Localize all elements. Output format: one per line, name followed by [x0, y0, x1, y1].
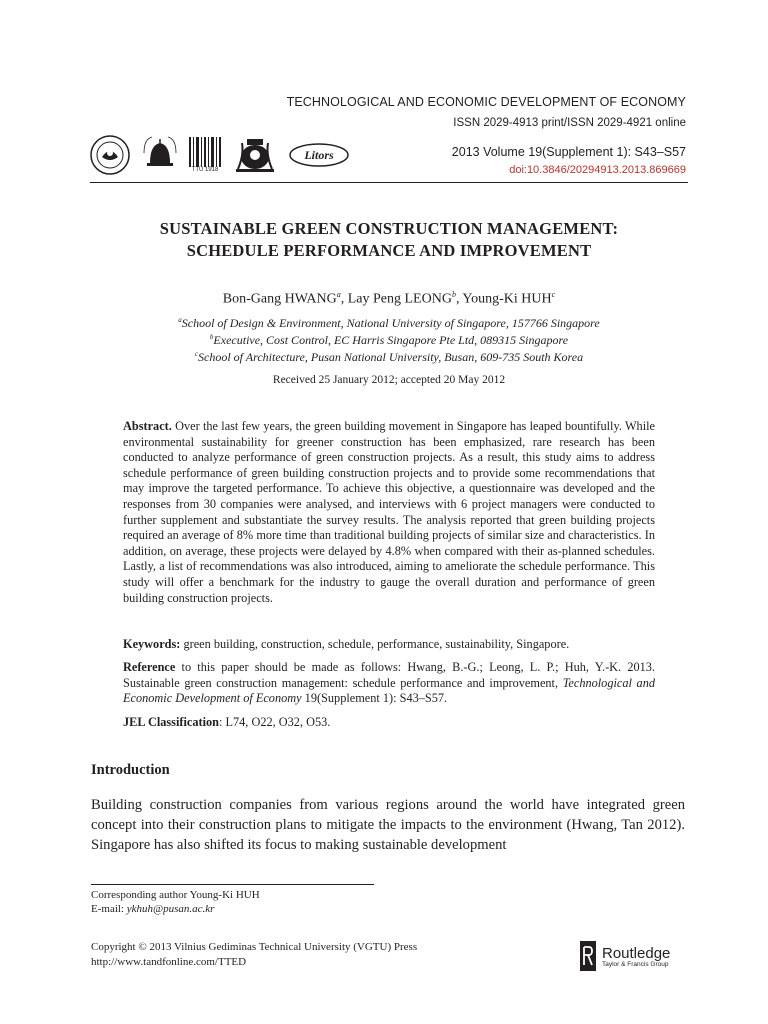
reference-journal: Technological and Economic Development of Economy: [123, 675, 655, 706]
routledge-r-icon: [580, 941, 596, 971]
header-divider: [90, 182, 688, 183]
abstract: [123, 419, 655, 606]
copyright-block: [91, 940, 417, 969]
email-label: E-mail:: [91, 903, 127, 915]
author-sup: b: [451, 290, 456, 299]
affiliation-sup: b: [209, 333, 214, 341]
author-name: Bon-Gang HWANG: [222, 291, 337, 307]
reference-label: Reference: [123, 660, 176, 674]
abstract-label: Abstract.: [123, 419, 172, 433]
jel-label: JEL Classification: [123, 715, 219, 729]
footnote: [91, 888, 260, 916]
jel-text: : L74, O22, O32, O53.: [219, 715, 331, 729]
journal-title: TECHNOLOGICAL AND ECONOMIC DEVELOPMENT OF ECONOMY: [286, 95, 686, 109]
journal-url[interactable]: http://www.tandfonline.com/TTED: [91, 955, 247, 968]
author-name: Lay Peng LEONG: [347, 291, 452, 307]
seal-logo-icon: [88, 134, 132, 176]
issn: ISSN 2029-4913 print/ISSN 2029-4921 online: [453, 117, 686, 129]
author-sup: c: [551, 290, 556, 299]
jel-classification: [123, 715, 655, 731]
affiliation-text: Executive, Cost Control, EC Harris Singapore Pte Ltd, 089315 Singapore: [213, 333, 569, 347]
author-list: [90, 290, 688, 308]
keywords-label: Keywords:: [123, 637, 181, 651]
volume-info: 2013 Volume 19(Supplement 1): S43–S57: [451, 145, 686, 159]
affiliation-text: School of Architecture, Pusan National University, Busan, 609-735 South Korea: [198, 350, 584, 364]
routledge-logo: [580, 940, 690, 972]
barcode-logo-text: TTÜ 1918: [191, 167, 219, 173]
affiliation-sup: c: [194, 350, 199, 358]
keywords: [123, 637, 655, 653]
article-title-line-1: SUSTAINABLE GREEN CONSTRUCTION MANAGEMENT:: [159, 219, 619, 238]
corresponding-author: Corresponding author Young-Ki HUH: [91, 889, 260, 901]
keywords-text: green building, construction, schedule, performance, sustainability, Singapore.: [180, 637, 570, 651]
introduction-text: Building construction companies from various regions around the world have integrated green concept into their construction plans to mitigate the impacts to the environment (Hwang, Tan 2012). Singapore has also shifted its focus to making sustainable development: [91, 797, 685, 853]
article-title-line-2: SCHEDULE PERFORMANCE AND IMPROVEMENT: [186, 241, 592, 260]
affiliation: [90, 346, 688, 366]
reference: [123, 660, 655, 707]
email-line: [91, 902, 260, 916]
copyright-text: Copyright © 2013 Vilnius Gediminas Technical University (VGTU) Press: [91, 941, 418, 953]
bell-logo-icon: [142, 134, 178, 176]
reference-text-end: 19(Supplement 1): S43–S57.: [301, 691, 448, 706]
footnote-divider: [91, 884, 374, 885]
author-sup: a: [336, 290, 341, 299]
article-title: [90, 218, 688, 262]
section-heading-introduction: Introduction: [91, 762, 170, 778]
publisher-name: Routledge: [602, 944, 671, 962]
author-separator: ,: [455, 291, 463, 307]
barcode-logo-icon: [188, 134, 222, 176]
litors-logo-text: Litors: [304, 147, 334, 162]
abstract-text: Over the last few years, the green building movement in Singapore has leaped bountifully. While environmental sustainability for greener construction has been emphasized, rare research has been conducted to analyze performance of green construction projects. As a result, this study aims to address schedule performance of green building construction projects and to provide some recommendations that may improve the targeted performance. To achieve this objective, a questionnaire was developed and the responses from 30 companies were analysed, and interviews with 6 project managers were conducted to further supplement and substantiate the survey results. The analysis reported that green building projects required an average of 8% more time than traditional building projects of similar size and characteristics. In addition, on average, these projects were delayed by 4.8% when compared with their as-planned schedules. Lastly, a list of recommendations was also introduced, aiming to ameliorate the schedule performance. This study will offer a benchmark for the industry to gauge the overall duration and performance of green building construction projects.: [123, 419, 655, 605]
affiliation-sup: a: [178, 316, 182, 324]
publisher-subtitle: Taylor & Francis Group: [602, 960, 669, 968]
received-dates: Received 25 January 2012; accepted 20 May 2012: [272, 374, 506, 386]
affiliation-text: School of Design & Environment, National University of Singapore, 157766 Singapore: [181, 316, 600, 330]
author-name: Young-Ki HUH: [462, 291, 552, 307]
doi-link[interactable]: doi:10.3846/20294913.2013.869669: [509, 164, 686, 176]
email-address[interactable]: ykhuh@pusan.ac.kr: [126, 903, 215, 915]
reference-text: to this paper should be made as follows: Hwang, B.-G.; Leong, L. P.; Huh, Y.-K. 2013. Sustainable green construction management: schedule performance and improvement,: [123, 660, 655, 690]
author-separator: ,: [340, 291, 348, 307]
crest-logo-icon: [232, 134, 278, 176]
